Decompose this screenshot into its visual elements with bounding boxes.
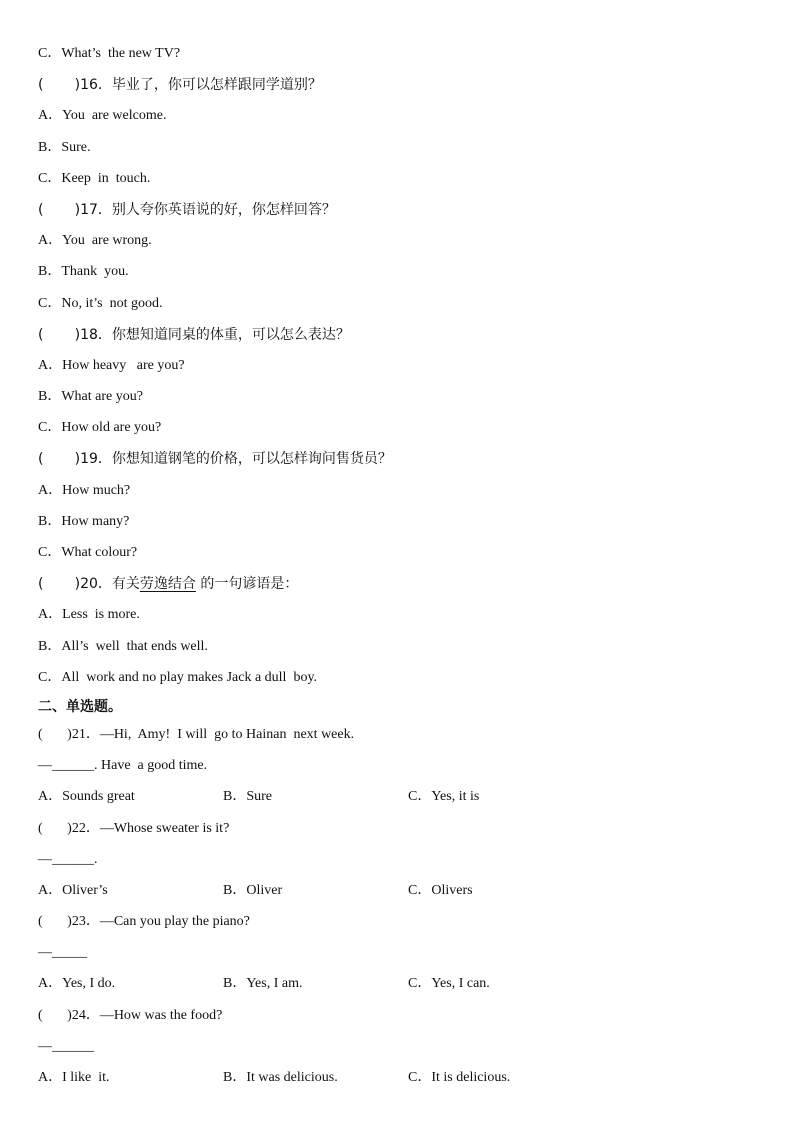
question-20-option-b: B．All’s well that ends well. <box>38 638 208 654</box>
question-24-option-a: A．I like it. <box>38 1070 110 1085</box>
question-23-answer-blank: —_____ <box>38 945 87 961</box>
worksheet-page <box>38 42 758 1097</box>
question-20-option-a: A．Less is more. <box>38 607 140 623</box>
question-16-stem: ( )16．毕业了，你可以怎样跟同学道别？ <box>38 77 322 94</box>
question-17-option-b: B．Thank you. <box>38 264 129 280</box>
question-16-option-c: C．Keep in touch. <box>38 170 151 186</box>
question-18-option-a: A．How heavy are you? <box>38 357 185 373</box>
question-21-stem: ( )21．—Hi, Amy! I will go to Hainan next week. <box>38 726 355 742</box>
question-21-answer-blank: —______. Have a good time. <box>38 758 208 774</box>
question-22-option-c: C．Olivers <box>408 882 473 898</box>
question-20-prefix: ( )20．有关 <box>38 576 140 593</box>
question-16-option-a: A．You are welcome. <box>38 108 167 124</box>
question-17-option-a: A．You are wrong. <box>38 233 152 249</box>
question-20-stem <box>38 572 758 603</box>
question-22-option-b: B．Oliver <box>223 882 283 898</box>
prev-question-option-c: C．What’s the new TV? <box>38 46 181 61</box>
question-22-stem: ( )22．—Whose sweater is it? <box>38 820 230 836</box>
question-18-option-c: C．How old are you? <box>38 420 162 436</box>
question-22-options <box>38 879 758 910</box>
question-21-options <box>38 785 758 816</box>
question-23-option-b: B．Yes, I am. <box>223 976 303 992</box>
question-20-option-c: C．All work and no play makes Jack a dull boy. <box>38 669 318 685</box>
question-23-options <box>38 972 758 1003</box>
section-2-heading: 二、单选题。 <box>38 698 122 715</box>
question-17-stem: ( )17．别人夸你英语说的好，你怎样回答？ <box>38 201 336 218</box>
question-18-option-b: B．What are you? <box>38 389 143 405</box>
question-24-option-c: C．It is delicious. <box>408 1070 511 1085</box>
question-21-option-a: A．Sounds great <box>38 789 135 805</box>
question-19-option-b: B．How many? <box>38 513 130 529</box>
question-17-option-c: C．No, it’s not good. <box>38 295 163 311</box>
question-20-suffix: 的一句谚语是： <box>195 576 299 593</box>
question-24-stem: ( )24．—How was the food? <box>38 1007 223 1023</box>
question-20-underlined-term: 劳逸结合 <box>139 576 196 593</box>
question-21-option-c: C．Yes, it is <box>408 789 480 805</box>
question-22-option-a: A．Oliver’s <box>38 882 108 898</box>
question-23-option-a: A．Yes, I do. <box>38 976 116 992</box>
question-16-option-b: B．Sure. <box>38 139 91 155</box>
question-24-options <box>38 1066 758 1097</box>
question-19-stem: ( )19．你想知道钢笔的价格，可以怎样询问售货员？ <box>38 451 392 468</box>
question-19-option-a: A．How much? <box>38 482 131 498</box>
question-24-option-b: B．It was delicious. <box>223 1070 338 1085</box>
question-23-option-c: C．Yes, I can. <box>408 976 490 992</box>
question-22-answer-blank: —______. <box>38 851 98 867</box>
question-19-option-c: C．What colour? <box>38 545 138 560</box>
question-18-stem: ( )18．你想知道同桌的体重，可以怎么表达？ <box>38 326 350 343</box>
question-23-stem: ( )23．—Can you play the piano? <box>38 914 250 930</box>
question-24-answer-blank: —______ <box>38 1038 94 1054</box>
question-21-option-b: B．Sure <box>223 789 272 805</box>
